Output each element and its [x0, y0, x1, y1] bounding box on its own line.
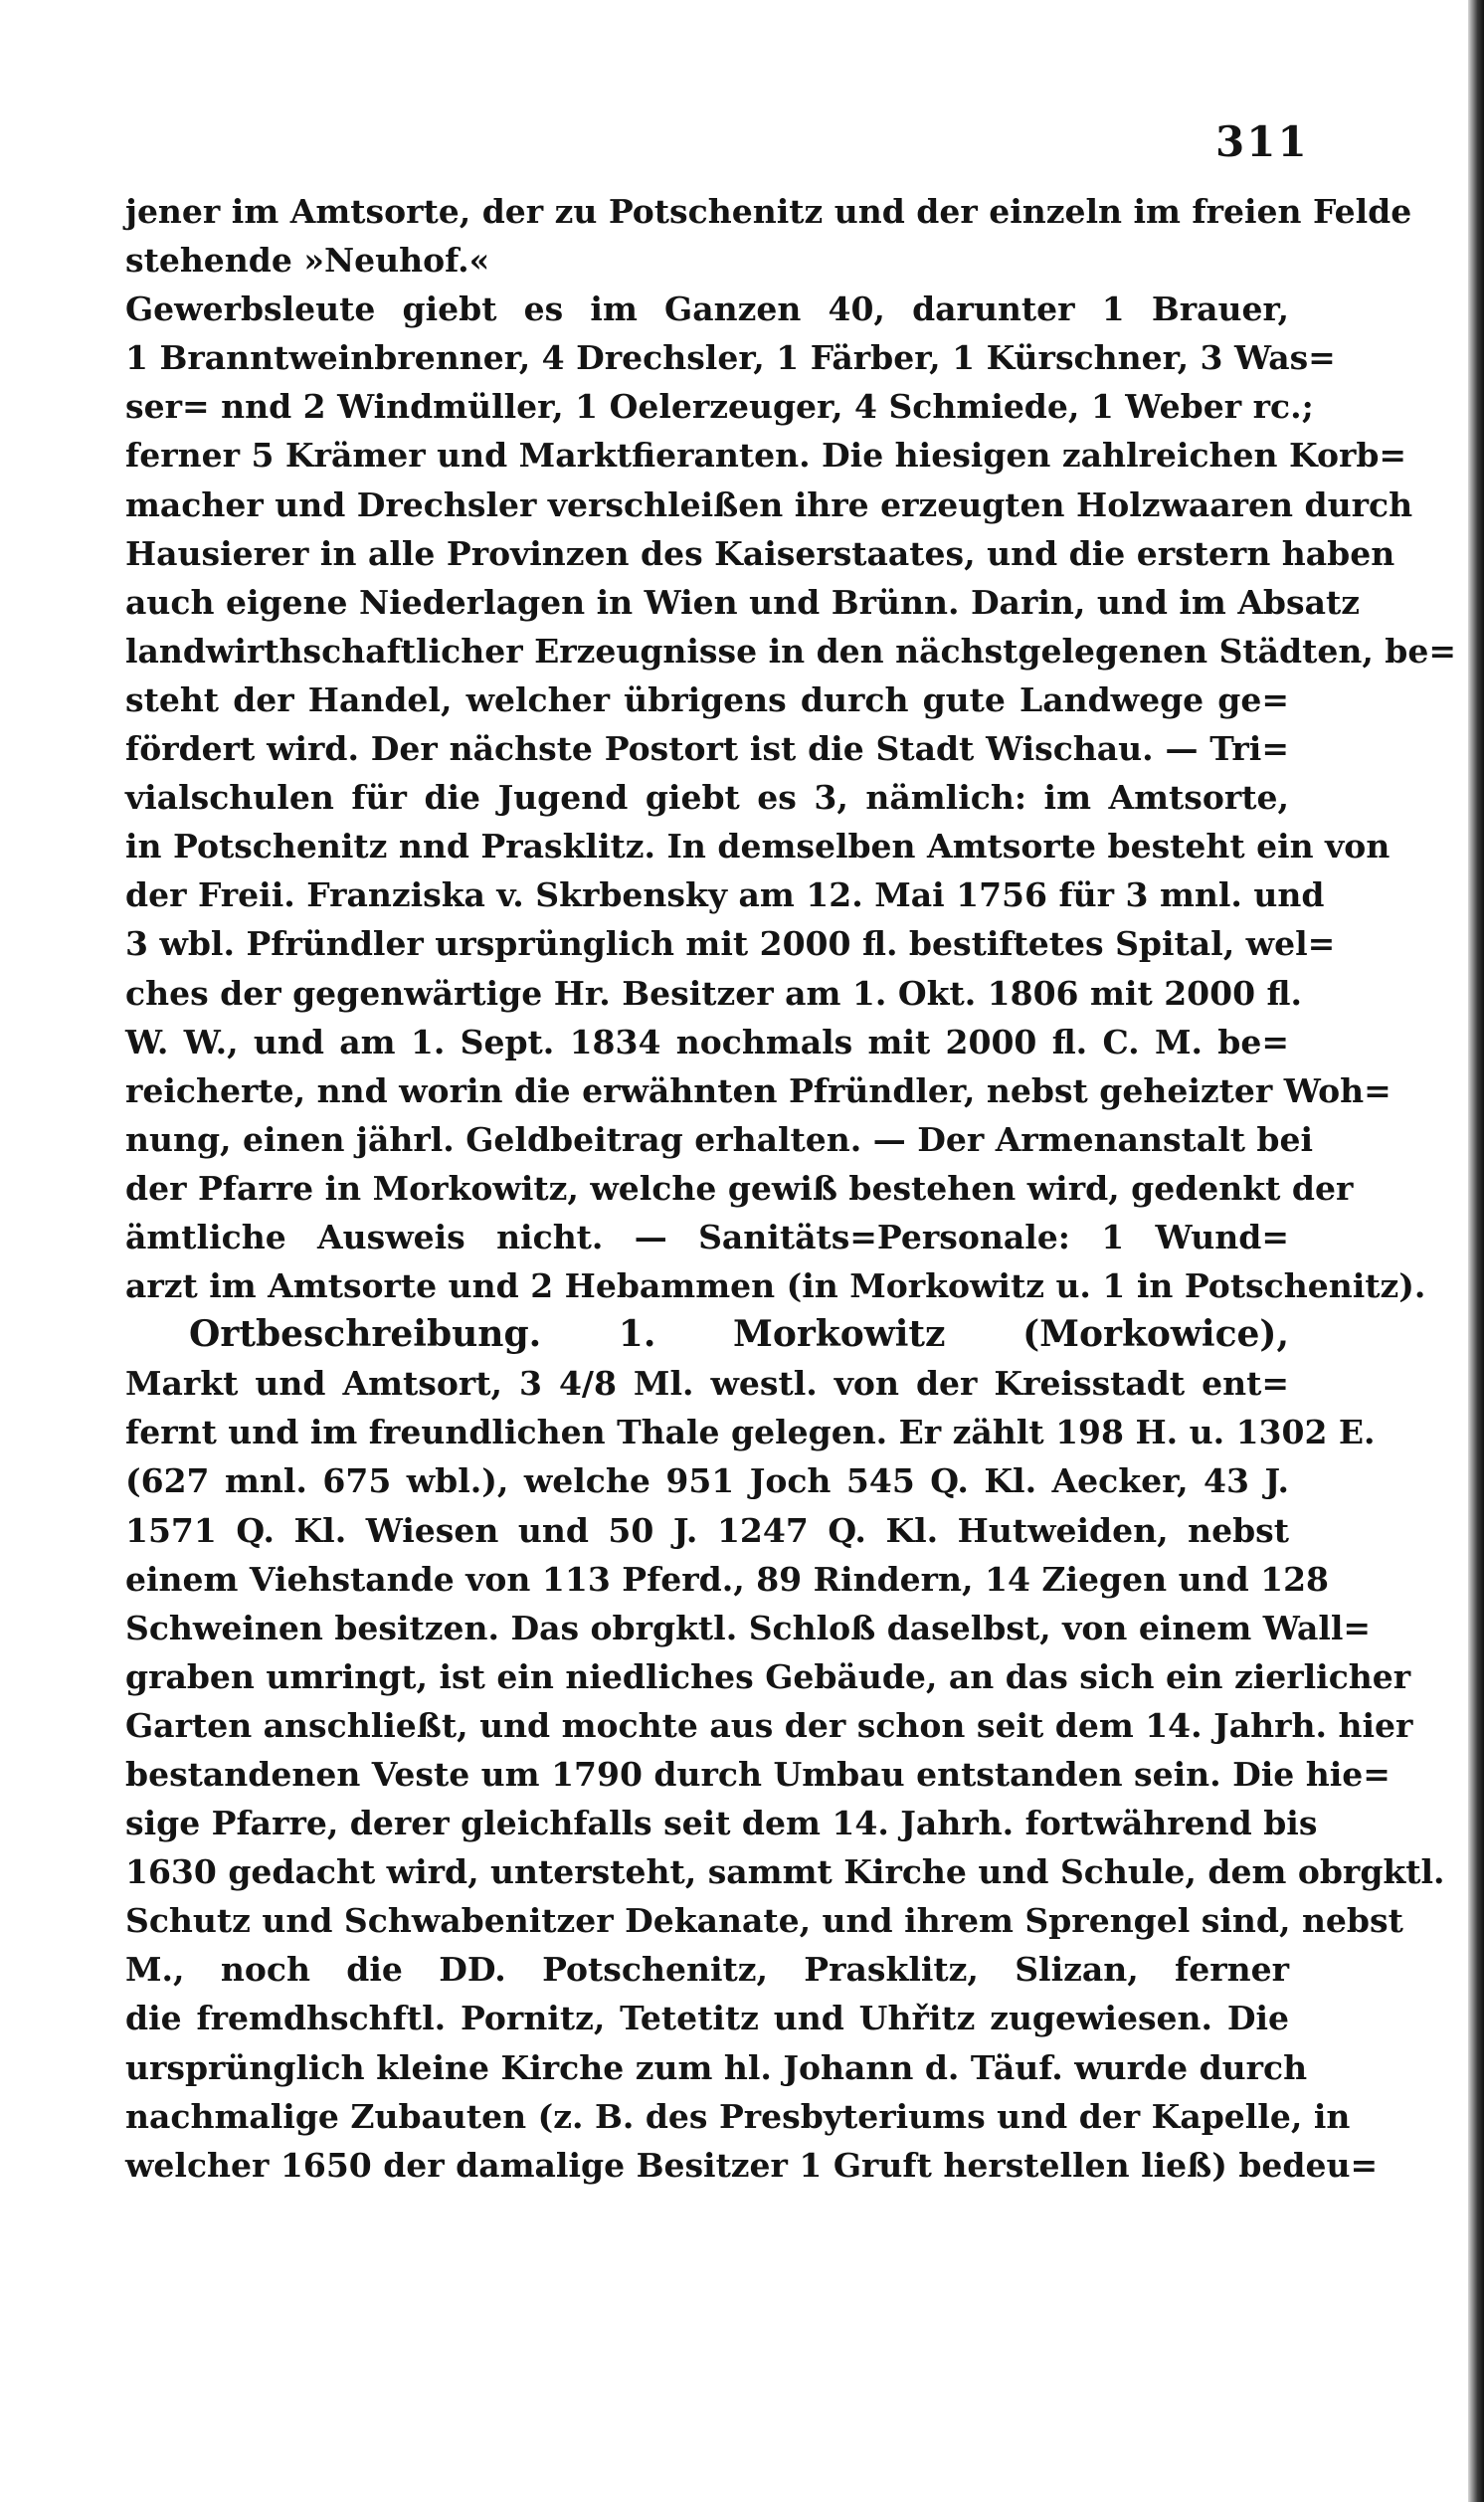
text-line: einem Viehstande von 113 Pferd., 89 Rindern, 14 Ziegen und 128 [125, 1559, 1330, 1599]
text-line: Schweinen besitzen. Das obrgktl. Schloß daselbst, von einem Wall= [125, 1608, 1372, 1647]
text-line: die fremdhschftl. Pornitz, Tetetitz und Uhřitz zugewiesen. Die [125, 1999, 1289, 2038]
section-heading-line: Ortbeschreibung. 1. Morkowitz (Morkowice), [189, 1313, 1289, 1356]
text-line: ser= nnd 2 Windmüller, 1 Oelerzeuger, 4 Schmiede, 1 Weber rc.; [125, 387, 1314, 427]
text-line: sige Pfarre, derer gleichfalls seit dem 14. Jahrh. fortwährend bis [125, 1804, 1318, 1843]
text-line: der Freii. Franziska v. Skrbensky am 12. Mai 1756 für 3 mnl. und [125, 875, 1325, 915]
text-line: 1 Branntweinbrenner, 4 Drechsler, 1 Färber, 1 Kürschner, 3 Was= [125, 338, 1336, 378]
text-line: auch eigene Niederlagen in Wien und Brünn. Darin, und im Absatz [125, 582, 1360, 622]
text-line: 1571 Q. Kl. Wiesen und 50 J. 1247 Q. Kl. Hutweiden, nebst [125, 1510, 1289, 1550]
text-line: landwirthschaftlicher Erzeugnisse in den nächstgelegenen Städten, be= [125, 631, 1457, 671]
text-line: ämtliche Ausweis nicht. — Sanitäts=Personale: 1 Wund= [125, 1217, 1289, 1256]
text-line: macher und Drechsler verschleißen ihre erzeugten Holzwaaren durch [125, 484, 1413, 524]
text-line: Markt und Amtsort, 3 4/8 Ml. westl. von der Kreisstadt ent= [125, 1364, 1289, 1404]
text-line: reicherte, nnd worin die erwähnten Pfründler, nebst geheizter Woh= [125, 1070, 1391, 1110]
text-line: (627 mnl. 675 wbl.), welche 951 Joch 545 Q. Kl. Aecker, 43 J. [125, 1461, 1289, 1501]
text-line: arzt im Amtsorte und 2 Hebammen (in Morkowitz u. 1 in Potschenitz). [125, 1266, 1426, 1306]
text-line: ferner 5 Krämer und Marktfieranten. Die hiesigen zahlreichen Korb= [125, 436, 1407, 476]
text-line: Gewerbsleute giebt es im Ganzen 40, darunter 1 Brauer, [125, 289, 1289, 329]
text-line: Schutz und Schwabenitzer Dekanate, und ihrem Sprengel sind, nebst [125, 1901, 1403, 1941]
text-line: nachmalige Zubauten (z. B. des Presbyteriums und der Kapelle, in [125, 2096, 1351, 2136]
text-line: M., noch die DD. Potschenitz, Prasklitz, Slizan, ferner [125, 1950, 1289, 1990]
text-line: in Potschenitz nnd Prasklitz. In demselben Amtsorte besteht ein von [125, 827, 1391, 866]
text-line: fördert wird. Der nächste Postort ist die Stadt Wischau. — Tri= [125, 729, 1289, 769]
text-line: nung, einen jährl. Geldbeitrag erhalten. — Der Armenanstalt bei [125, 1119, 1314, 1159]
text-line: Garten anschließt, und mochte aus der schon seit dem 14. Jahrh. hier [125, 1705, 1413, 1745]
page-number: 311 [1215, 117, 1309, 166]
text-line: Hausierer in alle Provinzen des Kaiserstaates, und die erstern haben [125, 533, 1395, 573]
text-line: fernt und im freundlichen Thale gelegen. Er zählt 198 H. u. 1302 E. [125, 1413, 1376, 1452]
text-line: steht der Handel, welcher übrigens durch gute Landwege ge= [125, 679, 1289, 719]
text-line: stehende »Neuhof.« [125, 241, 490, 281]
text-line: jener im Amtsorte, der zu Potschenitz und der einzeln im freien Felde [125, 192, 1412, 231]
text-line: bestandenen Veste um 1790 durch Umbau entstanden sein. Die hie= [125, 1755, 1391, 1794]
text-line: W. W., und am 1. Sept. 1834 nochmals mit 2000 fl. C. M. be= [125, 1022, 1289, 1061]
body-text [125, 187, 1457, 2190]
text-line: der Pfarre in Morkowitz, welche gewiß bestehen wird, gedenkt der [125, 1168, 1354, 1208]
text-line: graben umringt, ist ein niedliches Gebäude, an das sich ein zierlicher [125, 1656, 1411, 1696]
text-line: vialschulen für die Jugend giebt es 3, nämlich: im Amtsorte, [125, 778, 1289, 818]
text-line: ches der gegenwärtige Hr. Besitzer am 1. Okt. 1806 mit 2000 fl. [125, 973, 1303, 1013]
text-line: 1630 gedacht wird, untersteht, sammt Kirche und Schule, dem obrgktl. [125, 1852, 1445, 1892]
text-line: ursprünglich kleine Kirche zum hl. Johann d. Täuf. wurde durch [125, 2047, 1308, 2087]
text-line: 3 wbl. Pfründler ursprünglich mit 2000 fl. bestiftetes Spital, wel= [125, 924, 1336, 964]
page-edge-shadow [1468, 0, 1484, 2502]
text-line: welcher 1650 der damalige Besitzer 1 Gruft herstellen ließ) bedeu= [125, 2145, 1379, 2185]
